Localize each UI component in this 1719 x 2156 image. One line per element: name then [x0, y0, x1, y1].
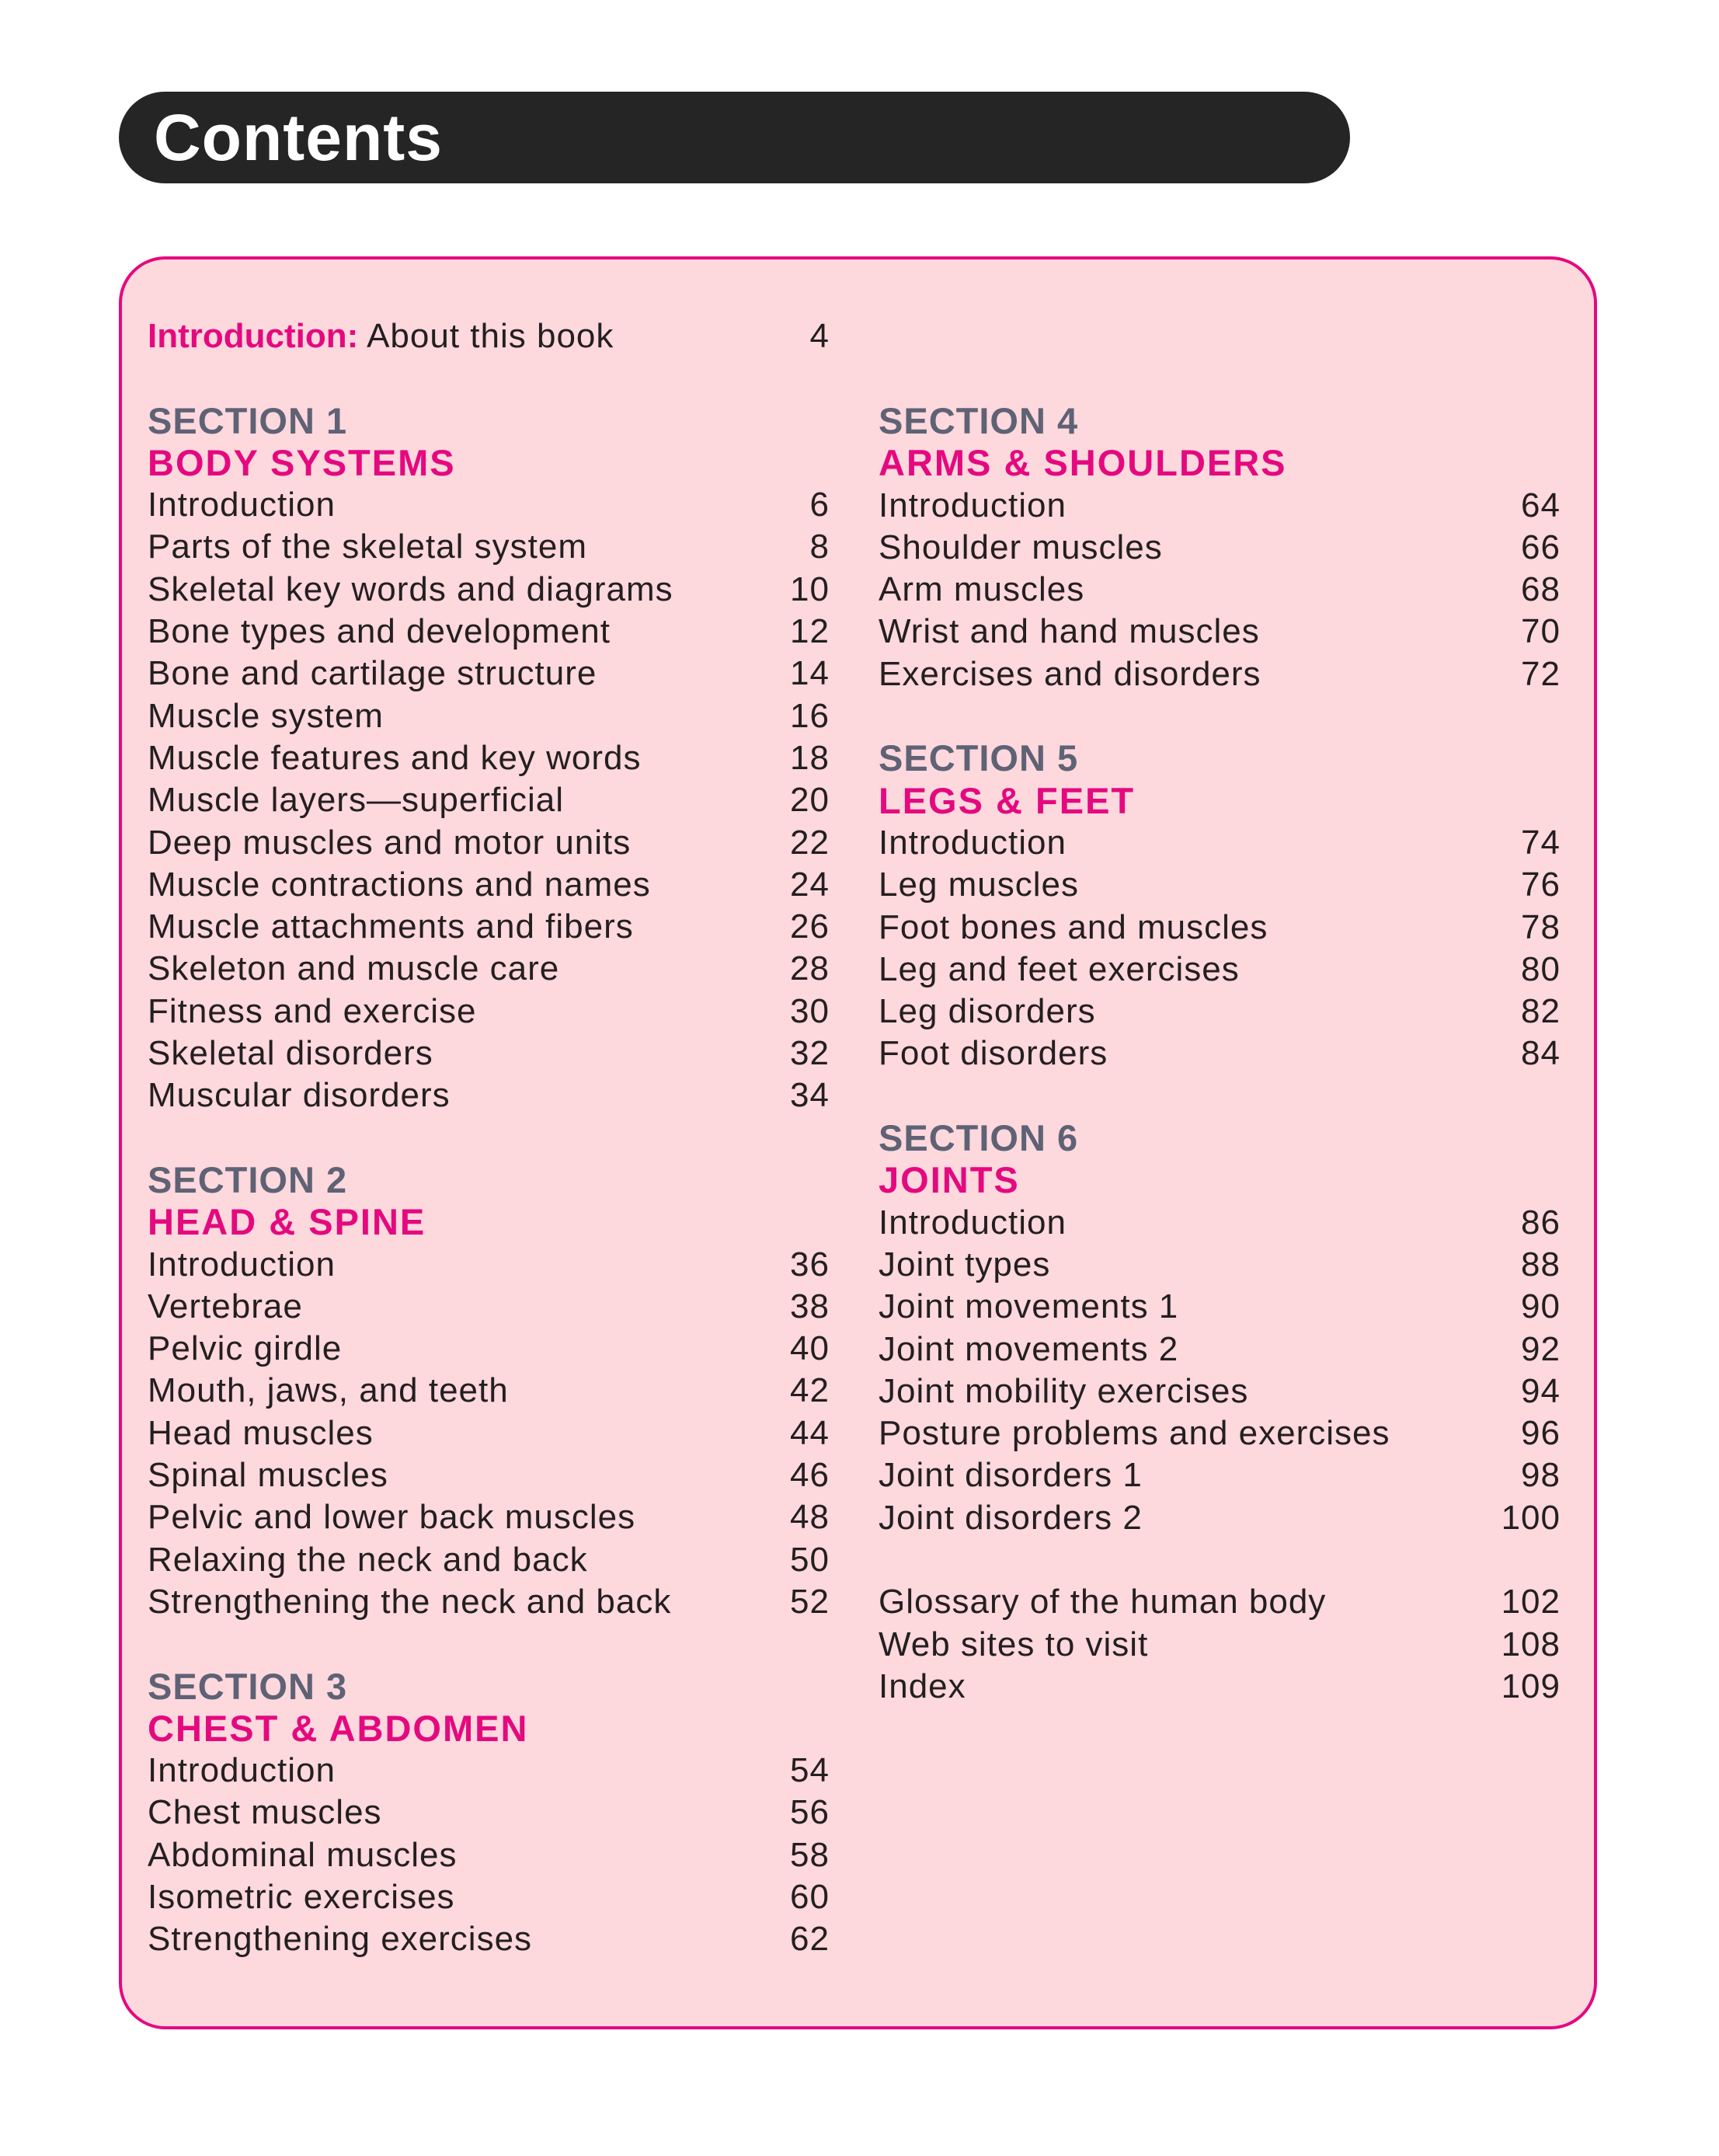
- toc-page-number: 60: [790, 1877, 830, 1916]
- toc-entry-title: Leg and feet exercises: [879, 949, 1240, 988]
- toc-page-number: 4: [809, 317, 830, 355]
- toc-page-number: 38: [790, 1287, 830, 1325]
- toc-page-number: 74: [1521, 823, 1561, 862]
- toc-entry-title: Leg disorders: [879, 992, 1096, 1031]
- toc-page-number: 12: [790, 612, 830, 651]
- toc-entry-title: Bone and cartilage structure: [148, 654, 597, 693]
- toc-entry[interactable]: [148, 1792, 830, 1834]
- toc-page-number: 92: [1521, 1329, 1561, 1368]
- section-name: CHEST & ABDOMEN: [148, 1707, 529, 1749]
- toc-page-number: 14: [790, 654, 830, 693]
- section-number: SECTION 5: [879, 737, 1079, 779]
- toc-entry[interactable]: [148, 1075, 830, 1116]
- back-matter: [879, 1581, 1561, 1708]
- toc-entry[interactable]: [148, 864, 830, 906]
- toc-entry[interactable]: [879, 1371, 1561, 1412]
- toc-entry[interactable]: [148, 991, 830, 1033]
- toc-entry-title: Introduction: [148, 1751, 336, 1790]
- toc-entry-title: Muscle system: [148, 696, 384, 735]
- toc-page-number: 6: [809, 486, 830, 524]
- toc-entry-title: Relaxing the neck and back: [148, 1540, 588, 1579]
- toc-entry[interactable]: [148, 1496, 830, 1538]
- toc-entry[interactable]: [148, 1244, 830, 1286]
- toc-page-number: 42: [790, 1371, 830, 1410]
- toc-entry[interactable]: [879, 1624, 1561, 1666]
- toc-page-number: 90: [1521, 1287, 1561, 1326]
- toc-entry[interactable]: [148, 1454, 830, 1496]
- toc-entry[interactable]: [879, 1497, 1561, 1539]
- toc-entry-title: Index: [879, 1667, 966, 1705]
- right-sections: [879, 400, 1561, 1539]
- toc-page-number: 8: [809, 528, 830, 566]
- toc-page-number: 108: [1501, 1625, 1561, 1663]
- toc-page-number: 100: [1501, 1498, 1561, 1537]
- toc-page-number: 88: [1521, 1245, 1561, 1283]
- toc-page-number: 68: [1521, 570, 1561, 609]
- toc-entry-title: Leg muscles: [879, 866, 1080, 904]
- toc-entry-title: Skeletal key words and diagrams: [148, 569, 673, 608]
- toc-page-number: 10: [790, 569, 830, 608]
- toc-entry[interactable]: [148, 1834, 830, 1876]
- toc-page-number: 36: [790, 1245, 830, 1283]
- toc-entry-title: Muscular disorders: [148, 1076, 451, 1115]
- toc-page-number: 84: [1521, 1034, 1561, 1073]
- toc-entry[interactable]: [148, 1370, 830, 1412]
- toc-entry-title: Joint disorders 1: [879, 1456, 1143, 1495]
- toc-entry[interactable]: [148, 484, 830, 526]
- toc-entry-title: Wrist and hand muscles: [879, 612, 1260, 651]
- toc-page-number: 22: [790, 823, 830, 862]
- toc-entry[interactable]: [879, 1412, 1561, 1454]
- toc-page-number: 34: [790, 1076, 830, 1115]
- toc-entry-title: Muscle features and key words: [148, 738, 642, 777]
- toc-entry-title: Muscle attachments and fibers: [148, 907, 634, 946]
- toc-page-number: 48: [790, 1498, 830, 1537]
- toc-entry-title: Pelvic and lower back muscles: [148, 1498, 636, 1537]
- section-name: LEGS & FEET: [879, 779, 1136, 821]
- toc-entry[interactable]: [148, 653, 830, 695]
- toc-page-number: 24: [790, 865, 830, 904]
- toc-page-number: 80: [1521, 949, 1561, 988]
- toc-page-number: 58: [790, 1835, 830, 1874]
- toc-entry[interactable]: [148, 779, 830, 821]
- section-name: ARMS & SHOULDERS: [879, 442, 1287, 484]
- toc-page-number: 30: [790, 991, 830, 1030]
- toc-entry-title: Introduction: [879, 1203, 1067, 1242]
- toc-entry[interactable]: [148, 1328, 830, 1370]
- toc-entry-title: Posture problems and exercises: [879, 1414, 1390, 1453]
- toc-entry-title: Fitness and exercise: [148, 991, 477, 1030]
- toc-entry-title: Introduction: [148, 1245, 336, 1283]
- toc-entry-title: Joint disorders 2: [879, 1498, 1143, 1537]
- toc-page-number: 109: [1501, 1667, 1561, 1705]
- toc-entry-title: Muscle contractions and names: [148, 865, 651, 904]
- toc-entry[interactable]: [148, 1033, 830, 1075]
- toc-entry-title: Introduction: [879, 823, 1067, 862]
- toc-page-number: 78: [1521, 907, 1561, 946]
- toc-entry-title: Skeleton and muscle care: [148, 949, 560, 988]
- toc-entry[interactable]: [879, 1329, 1561, 1371]
- toc-entry-title: Parts of the skeletal system: [148, 528, 587, 566]
- toc-entry[interactable]: [148, 695, 830, 737]
- toc-entry[interactable]: [879, 611, 1561, 653]
- section-number: SECTION 2: [148, 1158, 348, 1200]
- left-sections: [148, 400, 830, 1961]
- toc-entry-title: Joint movements 2: [879, 1329, 1179, 1368]
- toc-entry-title: Chest muscles: [148, 1793, 382, 1832]
- toc-intro-entry[interactable]: [148, 315, 830, 357]
- toc-entry[interactable]: [879, 653, 1561, 695]
- toc-entry-title: Deep muscles and motor units: [148, 823, 632, 862]
- toc-entry[interactable]: [148, 1876, 830, 1918]
- toc-entry-title: Exercises and disorders: [879, 654, 1261, 693]
- toc-entry-title: Foot disorders: [879, 1034, 1108, 1073]
- toc-page-number: 32: [790, 1034, 830, 1073]
- intro-label: Introduction:: [148, 317, 359, 355]
- section-number: SECTION 4: [879, 400, 1079, 441]
- section-name: JOINTS: [879, 1159, 1020, 1201]
- toc-page-number: 20: [790, 781, 830, 820]
- toc-section: [879, 737, 1561, 1075]
- toc-entry-title: Spinal muscles: [148, 1456, 388, 1495]
- toc-page-number: 66: [1521, 528, 1561, 566]
- toc-entry[interactable]: [148, 948, 830, 990]
- toc-right-column: [879, 400, 1561, 1708]
- intro-text: About this book: [367, 317, 614, 355]
- toc-entry[interactable]: [148, 822, 830, 864]
- toc-entry-title: Strengthening exercises: [148, 1920, 533, 1959]
- toc-section: [879, 1117, 1561, 1539]
- toc-entry[interactable]: [879, 527, 1561, 569]
- toc-entry[interactable]: [148, 737, 830, 779]
- toc-page-number: 62: [790, 1920, 830, 1959]
- toc-entry-title: Joint mobility exercises: [879, 1371, 1249, 1410]
- toc-page-number: 98: [1521, 1456, 1561, 1495]
- toc-page-number: 18: [790, 738, 830, 777]
- toc-entry-title: Glossary of the human body: [879, 1583, 1327, 1621]
- toc-entry[interactable]: [879, 991, 1561, 1033]
- toc-page-number: 102: [1501, 1583, 1561, 1621]
- toc-entry[interactable]: [879, 822, 1561, 864]
- toc-page-number: 70: [1521, 612, 1561, 651]
- toc-entry[interactable]: [148, 1581, 830, 1623]
- toc-entry-title: Shoulder muscles: [879, 528, 1163, 566]
- toc-page-number: 54: [790, 1751, 830, 1790]
- toc-page-number: 82: [1521, 992, 1561, 1031]
- toc-page-number: 56: [790, 1793, 830, 1832]
- toc-entry-title: Strengthening the neck and back: [148, 1582, 672, 1621]
- toc-page-number: 46: [790, 1456, 830, 1495]
- toc-entry-title: Skeletal disorders: [148, 1034, 433, 1073]
- toc-entry[interactable]: [879, 1286, 1561, 1328]
- toc-entry[interactable]: [879, 1666, 1561, 1708]
- toc-section: [879, 400, 1561, 695]
- toc-page-number: 40: [790, 1329, 830, 1368]
- toc-section: [148, 1666, 830, 1961]
- toc-entry[interactable]: [879, 949, 1561, 991]
- toc-entry[interactable]: [148, 1750, 830, 1792]
- toc-page-number: 28: [790, 949, 830, 988]
- toc-entry[interactable]: [148, 611, 830, 653]
- toc-entry[interactable]: [879, 485, 1561, 527]
- toc-page-number: 16: [790, 696, 830, 735]
- toc-page-number: 64: [1521, 486, 1561, 524]
- toc-entry[interactable]: [148, 1539, 830, 1581]
- section-name: BODY SYSTEMS: [148, 441, 456, 483]
- toc-entry[interactable]: [879, 907, 1561, 949]
- toc-entry-title: Vertebrae: [148, 1287, 303, 1325]
- toc-page-number: 72: [1521, 654, 1561, 693]
- toc-entry-title: Foot bones and muscles: [879, 907, 1268, 946]
- toc-left-column: [148, 315, 830, 1961]
- toc-entry-title: Muscle layers—superficial: [148, 781, 565, 820]
- section-number: SECTION 3: [148, 1665, 348, 1707]
- toc-entry[interactable]: [148, 526, 830, 568]
- toc-entry-title: Pelvic girdle: [148, 1329, 343, 1368]
- toc-intro-title: [148, 315, 614, 357]
- toc-entry-title: Joint movements 1: [879, 1287, 1179, 1326]
- section-name: HEAD & SPINE: [148, 1201, 426, 1243]
- toc-entry[interactable]: [148, 1412, 830, 1454]
- toc-entry[interactable]: [879, 1581, 1561, 1623]
- toc-entry-title: Mouth, jaws, and teeth: [148, 1371, 509, 1410]
- toc-entry[interactable]: [879, 1033, 1561, 1075]
- toc-entry-title: Web sites to visit: [879, 1625, 1149, 1663]
- toc-page-number: 94: [1521, 1371, 1561, 1410]
- toc-entry[interactable]: [879, 1202, 1561, 1244]
- toc-section: [148, 400, 830, 1117]
- toc-entry[interactable]: [879, 569, 1561, 611]
- toc-page-number: 26: [790, 907, 830, 946]
- toc-entry[interactable]: [879, 1244, 1561, 1286]
- toc-page-number: 50: [790, 1540, 830, 1579]
- toc-page-number: 52: [790, 1582, 830, 1621]
- toc-entry[interactable]: [148, 1286, 830, 1328]
- toc-entry[interactable]: [879, 1454, 1561, 1496]
- toc-page-number: 96: [1521, 1414, 1561, 1453]
- page-title: Contents: [154, 101, 443, 174]
- toc-page-number: 86: [1521, 1203, 1561, 1242]
- toc-entry[interactable]: [148, 1918, 830, 1960]
- toc-entry-title: Introduction: [879, 486, 1067, 524]
- toc-entry[interactable]: [879, 864, 1561, 906]
- toc-entry[interactable]: [148, 569, 830, 611]
- toc-entry-title: Introduction: [148, 486, 336, 524]
- contents-title-bar: [119, 92, 1350, 183]
- toc-page-number: 76: [1521, 866, 1561, 904]
- toc-entry-title: Isometric exercises: [148, 1877, 455, 1916]
- section-number: SECTION 6: [879, 1117, 1079, 1159]
- toc-page-number: 44: [790, 1413, 830, 1452]
- toc-entry-title: Joint types: [879, 1245, 1051, 1283]
- toc-entry-title: Head muscles: [148, 1413, 374, 1452]
- toc-entry-title: Arm muscles: [879, 570, 1085, 609]
- toc-section: [148, 1159, 830, 1623]
- toc-entry-title: Bone types and development: [148, 612, 611, 651]
- toc-entry[interactable]: [148, 906, 830, 948]
- toc-entry-title: Abdominal muscles: [148, 1835, 458, 1874]
- section-number: SECTION 1: [148, 399, 348, 441]
